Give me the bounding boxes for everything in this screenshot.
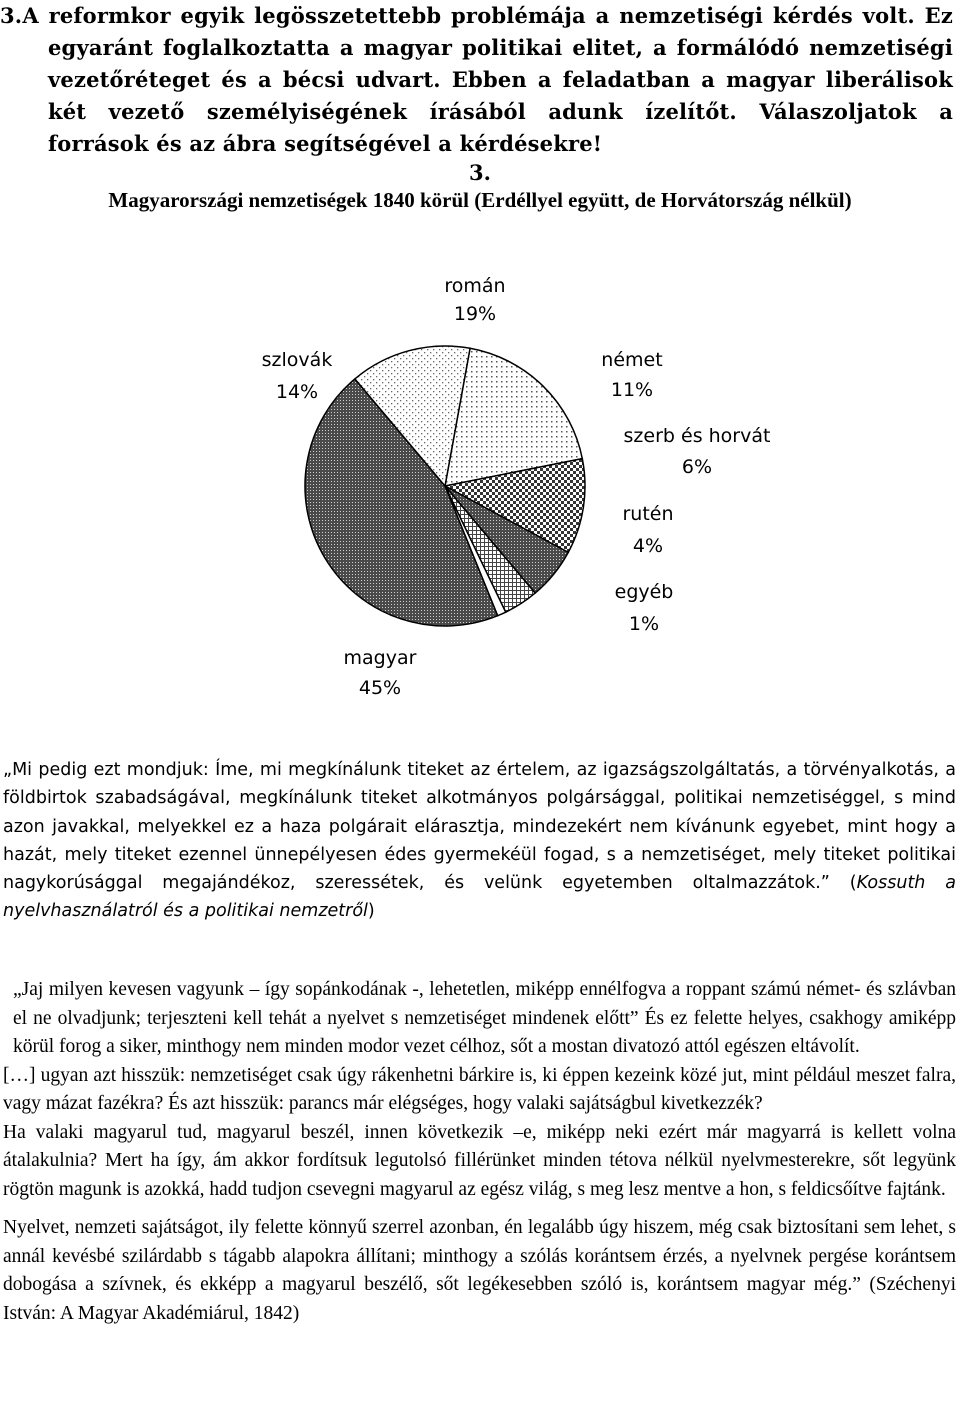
- slice-value-label: 1%: [628, 613, 660, 635]
- task-intro-text: A reformkor egyik legösszetettebb problémája a nemzetiségi kérdés volt. Ez egyaránt foglalkoztatta a magyar politikai elitet, a formálódó nemzetiségi vezetőréteget és a bécsi udvart. Ebben a feladatban a magyar liberálisok két vezető személyiségének írásából adunk ízelítőt. Válaszoljatok a források és az ábra segítségével a kérdésekre!: [22, 3, 953, 156]
- slice-value-label: 4%: [632, 535, 664, 557]
- task-intro: [0, 0, 953, 160]
- slice-name-label: szlovák: [261, 349, 333, 371]
- szechenyi-paragraph-2: […] ugyan azt hisszük: nemzetiséget csak úgy rákenhetni bárkire is, ki éppen kezeink közé jut, mint például meszet falra, vagy mázat fazékra? És azt hisszük: parancs már elégséges, hogy valaki sajátságbul kivetkezzék?: [3, 1064, 956, 1114]
- slice-value-label: 19%: [453, 303, 497, 325]
- slice-value-label: 11%: [610, 379, 654, 401]
- slice-name-label: román: [444, 275, 506, 297]
- slice-value-label: 14%: [275, 381, 319, 403]
- slice-name-label: német: [601, 349, 663, 371]
- figure-caption: Magyarországi nemzetiségek 1840 körül (Erdéllyel együtt, de Horvátország nélkül): [108, 188, 852, 212]
- slice-name-label: szerb és horvát: [623, 425, 771, 447]
- szechenyi-paragraph-1: „Jaj milyen kevesen vagyunk – így sopánkodának -, lehetetlen, miképp ennélfogva a roppant számú német- és szlávban el ne olvadjunk; terjeszteni kell tehát a nyelvet s nemzetiséget mindenek előtt” És ez felette helyes, csakhogy amiképp körül forog a siker, minthogy nem minden modor vezet célhoz, sőt a mostan divatozó attól egészen eltávolít.: [13, 979, 956, 1057]
- szechenyi-paragraph-3: Ha valaki magyarul tud, magyarul beszél, innen következik –e, miképp neki ezért már magyarrá is kellett volna átalakulnia? Mert ha így, ám akkor fordítsuk legutolsó fillérünket minden tétova nélkül nyelvmesterekre, sőt legyünk rögtön magunk is azokká, hadd tudjon csevegni magyarul az egész világ, s meg lesz mentve a hon, s feldicsőítve fajtánk.: [3, 1121, 956, 1200]
- kossuth-quote-text: „Mi pedig ezt mondjuk: Íme, mi megkínálunk titeket az értelem, az igazságszolgáltatás, a törvényalkotás, a földbirtok szabadságával, megkínálunk titeket alkotmányos polgársággal, politikai nemzetiséggel, s mind azon javakkal, melyekkel ez a haza polgárait elárasztja, mindezekért nem kívánunk egyebet, mint hogy a hazát, mely titeket ezennel ünnepélyesen édes gyermekéül fogad, s a nemzetiséget, mely titeket politikai nagykorúsággal megajándékoz, szeressétek, és velünk egyetemben oltalmazzátok.” (: [3, 760, 956, 894]
- kossuth-quote-source: Kossuth a nyelvhasználatról és a politikai nemzetről: [3, 873, 956, 922]
- slice-name-label: egyéb: [614, 581, 674, 603]
- slice-value-label: 6%: [681, 456, 713, 478]
- pie-chart: [0, 270, 960, 710]
- szechenyi-quote: [3, 976, 956, 1328]
- slice-value-label: 45%: [358, 677, 402, 699]
- slice-name-label: magyar: [343, 647, 417, 669]
- task-number: 3.: [0, 3, 23, 28]
- figure-number: 3.: [469, 160, 491, 185]
- kossuth-quote-close: ): [367, 901, 375, 922]
- slice-name-label: rutén: [622, 503, 674, 525]
- szechenyi-paragraph-4: Nyelvet, nemzeti sajátságot, ily felette könnyű szerrel azonban, én legalább úgy hiszem, még csak biztosítani sem lehet, s annál kevésbé szilárdabb s tágabb alapokra állítani; minthogy a szólás korántsem érzés, a nyelvnek pergése korántsem dobogása a szívnek, és ekképp a magyarul beszélő, sőt legékesebben szóló is, korántsem magyar még.” (Széchenyi István: A Magyar Akadémiárul, 1842): [3, 1217, 956, 1324]
- kossuth-quote: [3, 756, 956, 926]
